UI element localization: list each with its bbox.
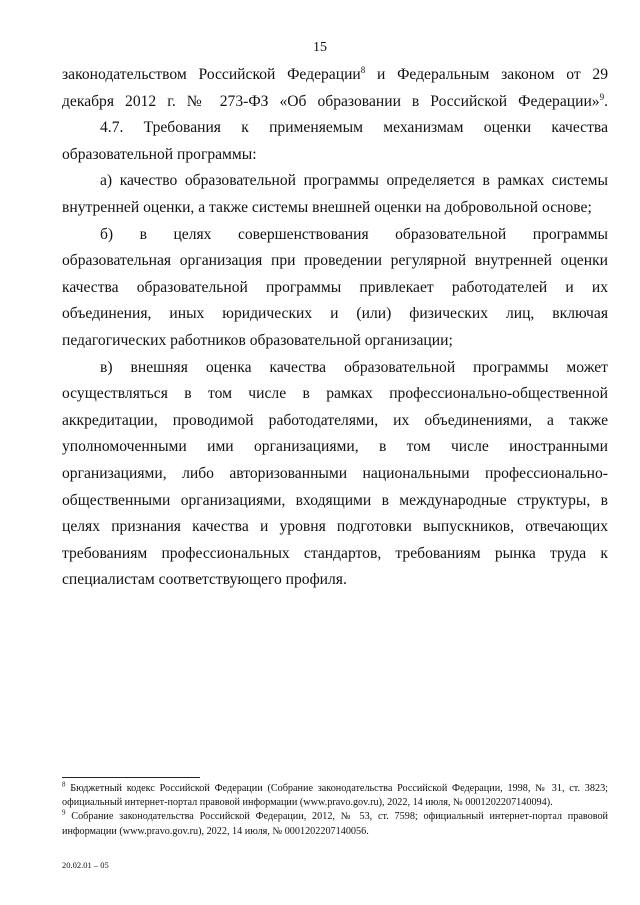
list-item-v: в) внешняя оценка качества образовательной программы может осуществляться в том числе в рамках профессионально-общественной аккредитации, проводимой работодателями, их объединениями, а также уполномоченными ими организациями, в том числе иностранными организациями, либо авторизованными национальными профессионально-общественными организациями, входящими в международные структуры, в целях признания качества и уровня подготовки выпускников, отвечающих требованиям профессиональных стандартов, требованиям рынка труда к специалистам соответствующего профиля. (62, 358, 608, 589)
footnote-9 (62, 810, 608, 838)
footnote-text: Собрание законодательства Российской Федерации, 2012, № 53, ст. 7598; официальный интернет-портал правовой информации (www.pravo.gov.ru), 2022, 14 июля, № 0001202207140056. (62, 811, 608, 837)
footnote-text: Бюджетный кодекс Российской Федерации (Собрание законодательства Российской Федерации, 1998, № 31, ст. 3823; официальный интернет-портал правовой информации (www.pravo.gov.ru), 2022, 14 июля, № 0001202207140094). (62, 783, 608, 809)
list-item-a: а) качество образовательной программы определяется в рамках системы внутренней оценки, а также системы внешней оценки на добровольной основе; (62, 172, 608, 216)
footnotes (62, 782, 608, 839)
list-item-b: б) в целях совершенствования образовательной программы образовательная организация при проведении регулярной внутренней оценки качества образовательной программы привлекает работодателей и их объединения, иных юридических и (или) физических лиц, включая педагогических работников образовательной организации; (62, 225, 608, 349)
footnote-ref-8: 8 (360, 64, 366, 75)
section-heading-4-7: 4.7. Требования к применяемым механизмам оценки качества образовательной программы: (62, 119, 608, 163)
footnote-8 (62, 782, 608, 810)
footnote-divider (62, 777, 200, 778)
paragraph-text: законодательством Российской Федерации (62, 66, 361, 83)
document-body (62, 62, 608, 594)
footnote-mark: 9 (62, 809, 66, 818)
document-code: 20.02.01 – 05 (62, 860, 109, 870)
paragraph-continuation (62, 62, 608, 115)
footnote-mark: 8 (62, 780, 66, 789)
paragraph-text: . (604, 92, 608, 110)
paragraph-text: и Федеральным законом от 29 декабря 2012 г. № 273-ФЗ «Об образовании в Российской Федерации» (62, 66, 608, 110)
page-number: 15 (313, 40, 327, 55)
footnote-ref-9: 9 (599, 91, 605, 102)
